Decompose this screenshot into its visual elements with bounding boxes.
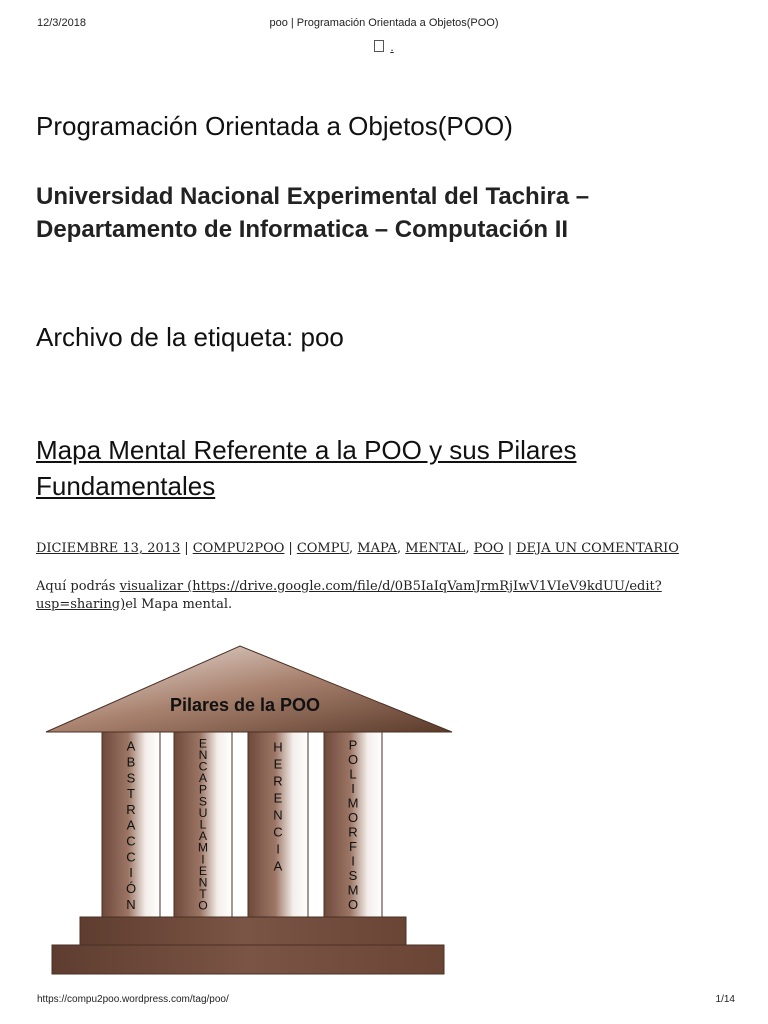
print-page-title: poo | Programación Orientada a Objetos(POO) bbox=[269, 17, 499, 29]
pillar-label-polimorfismo: P O L I M O R F I S M O bbox=[347, 737, 359, 913]
archive-title: Archivo de la etiqueta: poo bbox=[36, 322, 344, 352]
print-page-number: 1/14 bbox=[715, 994, 735, 1005]
content-text-after: el Mapa mental. bbox=[125, 597, 233, 612]
drive-link[interactable]: visualizar (https://drive.google.com/file/d/0B5IaIqVamJrmRjIwV1VIeV9kdUU/edit?usp=sharing) bbox=[36, 579, 662, 612]
print-date: 12/3/2018 bbox=[37, 17, 86, 29]
content-text-before: Aquí podrás bbox=[36, 579, 120, 594]
pillar-label-abstraccion: A B S T R A C C I Ó N bbox=[125, 738, 137, 912]
print-footer bbox=[0, 994, 768, 1008]
temple-step-upper bbox=[80, 917, 406, 945]
temple-roof bbox=[46, 646, 452, 732]
menu-toggle-label: . bbox=[390, 40, 394, 54]
tag-link-mapa[interactable]: MAPA bbox=[357, 541, 397, 556]
post-date-link[interactable]: DICIEMBRE 13, 2013 bbox=[36, 541, 181, 556]
entry-meta: DICIEMBRE 13, 2013 | COMPU2POO | COMPU, MAPA, MENTAL, POO | DEJA UN COMENTARIO bbox=[36, 541, 679, 556]
tag-link-mental[interactable]: MENTAL bbox=[405, 541, 466, 556]
print-url: https://compu2poo.wordpress.com/tag/poo/ bbox=[37, 994, 229, 1005]
post-title-link[interactable]: Mapa Mental Referente a la POO y sus Pilares Fundamentales bbox=[36, 435, 577, 501]
pillars-figure bbox=[40, 640, 460, 980]
pillar-label-encapsulamiento: E N C A P S U L A M I E N T O bbox=[197, 736, 209, 913]
figure-heading: Pilares de la POO bbox=[169, 695, 321, 715]
entry-content bbox=[36, 578, 726, 614]
site-description: Universidad Nacional Experimental del Tachira – Departamento de Informatica – Computación II bbox=[36, 183, 590, 243]
print-header bbox=[0, 17, 768, 33]
site-title[interactable]: Programación Orientada a Objetos(POO) bbox=[36, 111, 513, 141]
tag-link-compu[interactable]: COMPU bbox=[296, 541, 350, 556]
tag-link-poo[interactable]: POO bbox=[473, 541, 504, 556]
temple-step-lower bbox=[52, 945, 444, 974]
menu-box-icon bbox=[374, 40, 384, 52]
menu-toggle-link[interactable] bbox=[374, 40, 393, 54]
menu-toggle[interactable] bbox=[0, 40, 768, 54]
post-title bbox=[36, 432, 736, 504]
post-author-link[interactable]: COMPU2POO bbox=[192, 541, 285, 556]
pillar-label-herencia: H E R E N C I A bbox=[273, 739, 283, 874]
comment-link[interactable]: DEJA UN COMENTARIO bbox=[516, 541, 679, 556]
